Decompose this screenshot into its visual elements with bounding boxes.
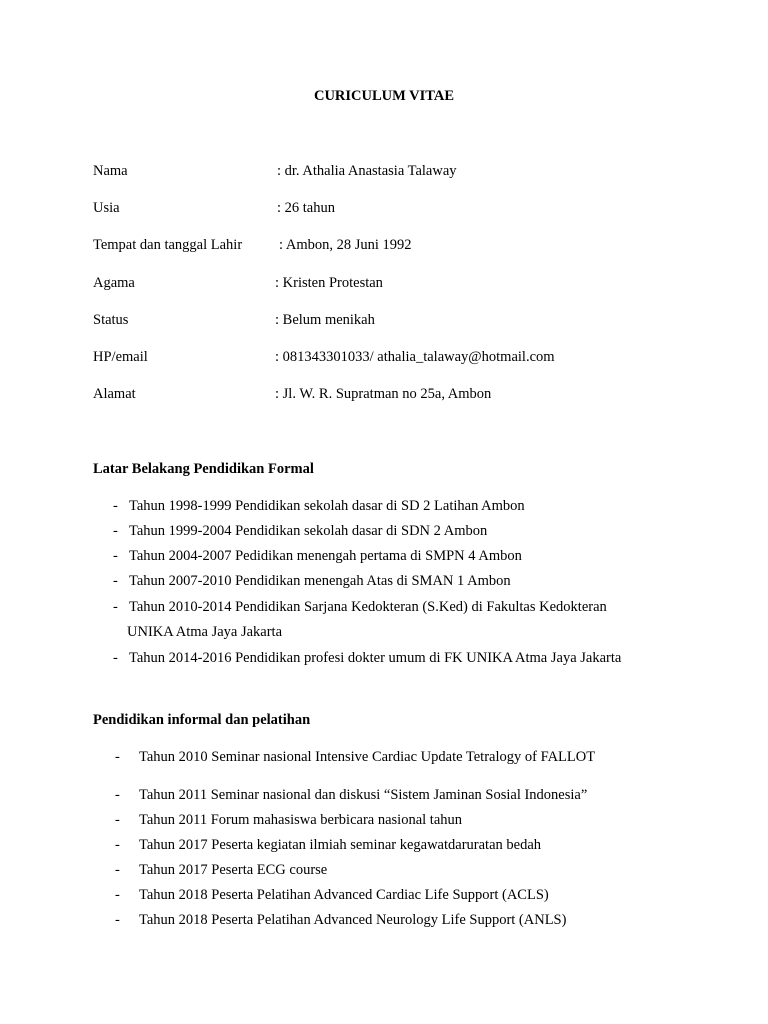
info-label: Usia bbox=[93, 200, 120, 216]
list-item-text: Tahun 2014-2016 Pendidikan profesi dokter umum di FK UNIKA Atma Jaya Jakarta bbox=[129, 650, 622, 666]
info-label: Tempat dan tanggal Lahir bbox=[93, 237, 243, 253]
bullet-dash: - bbox=[113, 498, 118, 514]
info-value: : Kristen Protestan bbox=[275, 275, 383, 291]
info-value: : 081343301033/ athalia_talaway@hotmail.com bbox=[275, 349, 555, 365]
list-item-text: Tahun 2010-2014 Pendidikan Sarjana Kedokteran (S.Ked) di Fakultas Kedokteran bbox=[129, 599, 607, 615]
list-item-text: Tahun 1999-2004 Pendidikan sekolah dasar di SDN 2 Ambon bbox=[129, 523, 488, 539]
formal-education-heading: Latar Belakang Pendidikan Formal bbox=[93, 461, 314, 477]
bullet-dash: - bbox=[113, 548, 118, 564]
list-item-text: Tahun 2004-2007 Pedidikan menengah pertama di SMPN 4 Ambon bbox=[129, 548, 522, 564]
info-label: HP/email bbox=[93, 349, 148, 365]
bullet-dash: - bbox=[113, 599, 118, 615]
list-item-text: Tahun 1998-1999 Pendidikan sekolah dasar di SD 2 Latihan Ambon bbox=[129, 498, 525, 514]
list-item-text: Tahun 2011 Forum mahasiswa berbicara nasional tahun bbox=[139, 812, 463, 828]
info-label: Nama bbox=[93, 163, 128, 179]
info-value: : 26 tahun bbox=[277, 200, 335, 216]
list-item-text-continuation: UNIKA Atma Jaya Jakarta bbox=[127, 624, 283, 640]
informal-education-heading: Pendidikan informal dan pelatihan bbox=[93, 712, 311, 728]
list-item-text: Tahun 2017 Peserta ECG course bbox=[139, 862, 328, 878]
info-label: Status bbox=[93, 312, 129, 328]
bullet-dash: - bbox=[115, 912, 120, 928]
list-item-text: Tahun 2018 Peserta Pelatihan Advanced Cardiac Life Support (ACLS) bbox=[139, 887, 549, 903]
info-value: : dr. Athalia Anastasia Talaway bbox=[277, 163, 457, 179]
bullet-dash: - bbox=[115, 862, 120, 878]
bullet-dash: - bbox=[113, 523, 118, 539]
list-item-text: Tahun 2010 Seminar nasional Intensive Cardiac Update Tetralogy of FALLOT bbox=[139, 749, 596, 765]
bullet-dash: - bbox=[113, 650, 118, 666]
bullet-dash: - bbox=[115, 749, 120, 765]
info-value: : Belum menikah bbox=[275, 312, 375, 328]
list-item-text: Tahun 2018 Peserta Pelatihan Advanced Neurology Life Support (ANLS) bbox=[139, 912, 567, 928]
bullet-dash: - bbox=[115, 787, 120, 803]
list-item-text: Tahun 2017 Peserta kegiatan ilmiah seminar kegawatdaruratan bedah bbox=[139, 837, 542, 853]
info-value: : Ambon, 28 Juni 1992 bbox=[279, 237, 412, 253]
list-item-text: Tahun 2007-2010 Pendidikan menengah Atas di SMAN 1 Ambon bbox=[129, 573, 511, 589]
bullet-dash: - bbox=[115, 887, 120, 903]
info-label: Agama bbox=[93, 275, 135, 291]
document-title: CURICULUM VITAE bbox=[313, 88, 455, 104]
bullet-dash: - bbox=[113, 573, 118, 589]
info-label: Alamat bbox=[93, 386, 136, 402]
info-value: : Jl. W. R. Supratman no 25a, Ambon bbox=[275, 386, 492, 402]
bullet-dash: - bbox=[115, 812, 120, 828]
bullet-dash: - bbox=[115, 837, 120, 853]
list-item-text: Tahun 2011 Seminar nasional dan diskusi “Sistem Jaminan Sosial Indonesia” bbox=[139, 787, 588, 803]
